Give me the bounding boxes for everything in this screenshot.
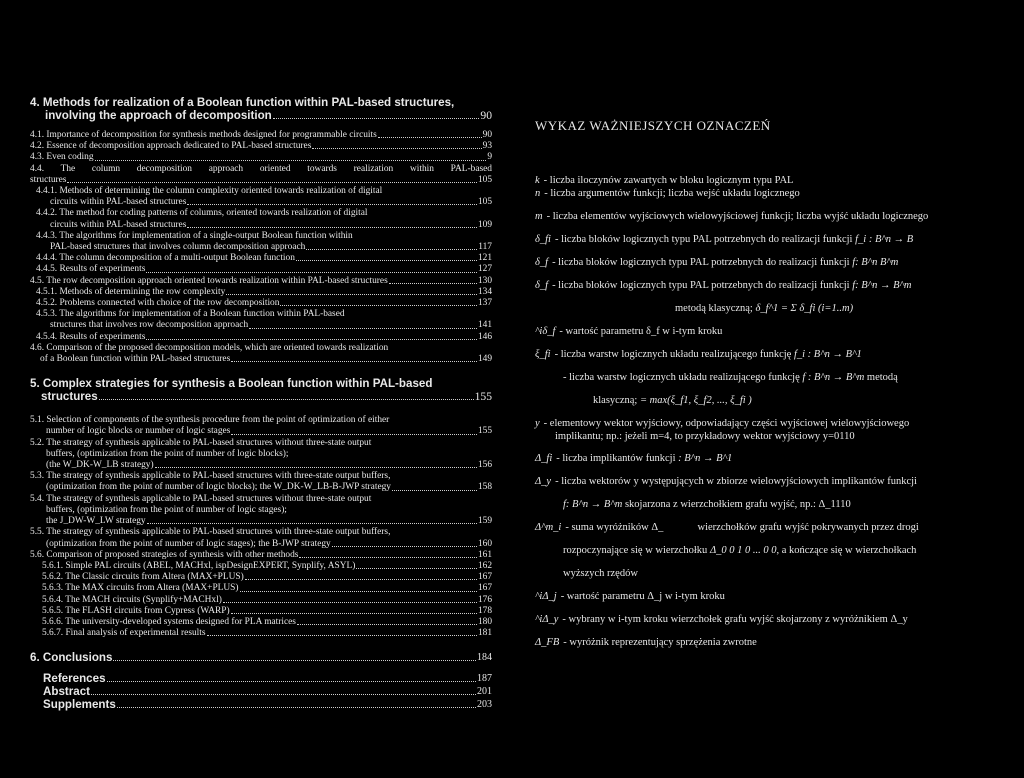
toc-back-matter: References 187 Abstract 201 Supplements 203 xyxy=(43,672,492,712)
symbol-entry: δ_f - liczba bloków logicznych typu PAL potrzebnych do realizacji funkcji f: B^n B^m xyxy=(535,257,899,268)
symbol-entry: ^iΔ_y - wybrany w i-tym kroku wierzchołek grafu wyjść skojarzony z wyróżnikiem Δ_y xyxy=(535,614,908,625)
toc-entry: 4.5. The row decomposition approach oriented towards realization within PAL-based structures 130 xyxy=(30,275,492,286)
toc-entry: 4.5.4. Results of experiments 146 xyxy=(36,331,492,342)
symbol-entry: ^iδ_f - wartość parametru δ_f w i-tym kroku xyxy=(535,326,723,337)
symbol-entry: Δ_fi - liczba implikantów funkcji : B^n → B^1 xyxy=(535,453,733,464)
toc-entry: 4.6. Comparison of the proposed decomposition models, which are oriented towards realization of a Boolean function within PAL-based structures 149 xyxy=(30,342,492,365)
toc-entry: 4.5.3. The algorithms for implementation of a Boolean function within PAL-based structures that involves row decomposition approach 141 xyxy=(36,309,492,331)
toc-entry: 5.2. The strategy of synthesis applicable to PAL-based structures without three-state output buffers, (optimization from the point of number of logic blocks); (the W_DK-W_LB strategy) 156 xyxy=(30,437,492,471)
toc-entry: 5.3. The strategy of synthesis applicable to PAL-based structures with three-state output buffers, (optimization from the point of number of logic blocks); the W_DK-W_LB-B-JWP strategy 158 xyxy=(30,471,492,493)
toc-entry: 5.6.2. The Classic circuits from Altera (MAX+PLUS) 167 xyxy=(42,572,492,583)
toc-entries-5 xyxy=(30,415,492,639)
page-number: 90 xyxy=(480,109,492,122)
toc-entry: 4.4.3. The algorithms for implementation of a single-output Boolean function within PAL-based structures that involves column decomposition approach 117 xyxy=(36,230,492,253)
table-of-contents xyxy=(30,96,492,711)
toc-entry: 4.5.1. Methods of determining the row complexity 134 xyxy=(36,286,492,297)
symbols-list xyxy=(535,118,1010,659)
symbol-entry: δ_f - liczba bloków logicznych typu PAL potrzebnych do realizacji funkcji f: B^n → B^m xyxy=(535,280,912,291)
symbol-entry: m - liczba elementów wyjściowych wielowyjściowej funkcji; liczba wyjść układu logicznego xyxy=(535,211,929,222)
symbol-entry: Δ_y - liczba wektorów y występujących w zbiorze wielowyjściowych implikantów funkcji xyxy=(535,476,917,487)
symbol-entry: wyższych rzędów xyxy=(563,568,638,579)
symbol-entry: ξ_fi - liczba warstw logicznych układu realizującego funkcję f_i : B^n → B^1 xyxy=(535,349,862,360)
symbols-title: WYKAZ WAŻNIEJSZYCH OZNACZEŃ xyxy=(535,118,771,133)
symbol-entry: rozpoczynające się w wierzchołku Δ_0 0 1 0 ... 0 0, a kończące się w wierzchołkach xyxy=(563,545,917,556)
symbol-entry: - liczba warstw logicznych układu realizującego funkcję f : B^n → B^m metodą xyxy=(563,372,898,383)
toc-entry: 5.6.5. The FLASH circuits from Cypress (WARP) 178 xyxy=(42,605,492,616)
toc-entry: 4.4. The column decomposition approach oriented towards realization within PAL-based structures 105 xyxy=(30,163,492,185)
symbol-entry: metodą klasyczną; δ_f^1 = Σ δ_fi (i=1..m) xyxy=(675,303,854,314)
symbol-entry: klasyczną; = max(ξ_f1, ξ_f2, ..., ξ_fi ) xyxy=(593,395,752,406)
toc-entry: 5.6. Comparison of proposed strategies of synthesis with other methods 161 xyxy=(30,549,492,560)
toc-entry: 5.6.7. Final analysis of experimental results 181 xyxy=(42,628,492,639)
toc-section-5-heading: 5. Complex strategies for synthesis a Boolean function within PAL-based structures 155 xyxy=(30,377,492,404)
toc-entry: 5.6.6. The university-developed systems designed for PLA matrices 180 xyxy=(42,616,492,627)
toc-section-6-heading: 6. Conclusions 184 xyxy=(30,651,492,665)
toc-entry: 5.5. The strategy of synthesis applicable to PAL-based structures with three-state output buffers, (optimization from the point of number of logic stages); the B-JWP strategy 160 xyxy=(30,527,492,549)
symbol-entry: k - liczba iloczynów zawartych w bloku logicznym typu PAL n - liczba argumentów funkcji; liczba wejść układu logicznego xyxy=(535,175,800,199)
symbol-entry: Δ_FB - wyróżnik reprezentujący sprzężenia zwrotne xyxy=(535,637,757,648)
toc-entry: 5.1. Selection of components of the synthesis procedure from the point of optimization of either number of logic blocks or number of logic stages 155 xyxy=(30,415,492,437)
symbol-entry: ^iΔ_j - wartość parametru Δ_j w i-tym kroku xyxy=(535,591,725,602)
toc-entry: 4.2. Essence of decomposition approach dedicated to PAL-based structures 93 xyxy=(30,141,492,152)
toc-entry: 4.1. Importance of decomposition for synthesis methods designed for programmable circuits 90 xyxy=(30,130,492,140)
toc-entry: 5.4. The strategy of synthesis applicable to PAL-based structures without three-state output buffers, (optimization from the point of number of logic stages); the J_DW-W_LW strategy 159 xyxy=(30,493,492,527)
symbol-entry: Δ^m_i - suma wyróżników Δ_ wierzchołków grafu wyjść pokrywanych przez drogi xyxy=(535,522,919,533)
symbol-entry: f: B^n → B^m skojarzona z wierzchołkiem grafu wyjść, np.: Δ_1110 xyxy=(563,499,851,510)
toc-entry: 4.5.2. Problems connected with choice of the row decomposition 137 xyxy=(36,298,492,309)
toc-entry: 5.6.4. The MACH circuits (Synplify+MACHxl) 176 xyxy=(42,594,492,605)
leader-dots xyxy=(273,118,480,119)
toc-entry: 4.4.4. The column decomposition of a multi-output Boolean function 121 xyxy=(36,253,492,264)
toc-entry: 4.4.1. Methods of determining the column complexity oriented towards realization of digital circuits within PAL-based structures 105 xyxy=(36,186,492,208)
toc-entry: 5.6.3. The MAX circuits from Altera (MAX+PLUS) 167 xyxy=(42,583,492,594)
toc-entry: 4.3. Even coding 9 xyxy=(30,152,492,163)
toc-entry: 4.4.2. The method for coding patterns of columns, oriented towards realization of digital circuits within PAL-based structures 109 xyxy=(36,208,492,230)
toc-entries-4 xyxy=(30,130,492,365)
toc-entry: 4.4.5. Results of experiments 127 xyxy=(36,264,492,275)
toc-section-4-heading: 4. Methods for realization of a Boolean function within PAL-based structures, involving the approach of decomposition 90 xyxy=(30,96,492,122)
symbol-entry: y - elementowy wektor wyjściowy, odpowiadający części wyjściowej wielowyjściowego implikantu; np.: jeżeli m=4, to przykładowy wektor wyjściowy y=0110 xyxy=(535,418,910,442)
symbol-entry: δ_fi - liczba bloków logicznych typu PAL potrzebnych do realizacji funkcji f_i : B^n → B xyxy=(535,234,914,245)
toc-entry: 5.6.1. Simple PAL circuits (ABEL, MACHxl, ispDesignEXPERT, Synplify, ASYL) 162 xyxy=(42,560,492,571)
